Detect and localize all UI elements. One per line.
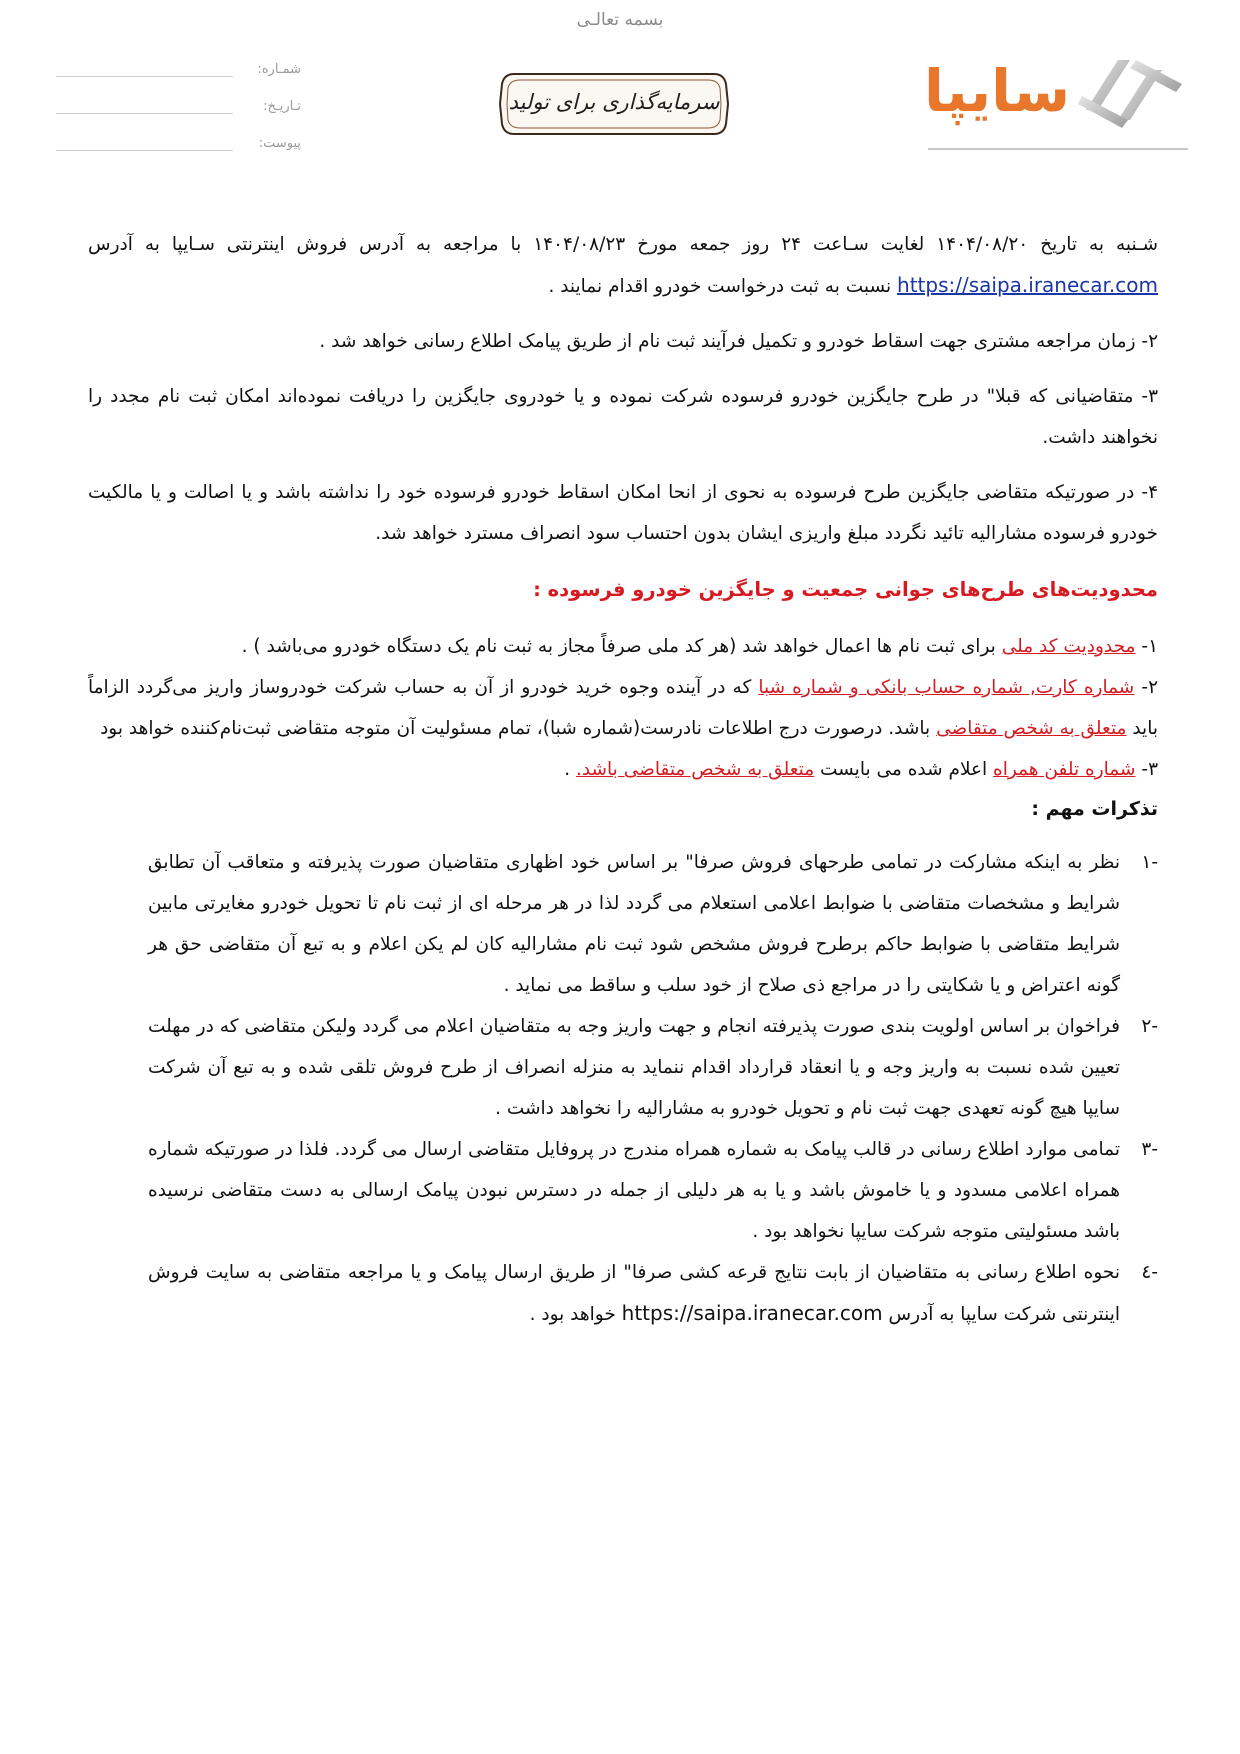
restriction-3-end: .: [564, 759, 576, 780]
meta-date-row: [56, 77, 301, 114]
logo-divider: [928, 148, 1188, 150]
restriction-2-highlight-1: شماره کارت, شماره حساب بانکی و شماره شبا: [758, 677, 1135, 698]
restriction-2-number: ۲-: [1141, 677, 1158, 698]
note-1-text: نظر به اینکه مشارکت در تمامی طرحهای فروش صرفا" بر اساس خود اظهاری متقاضیان صورت پذیرفته و متعاقب آن تطابق شرایط و مشخصات متقاضی با ضوابط اعلامی استعلام می گردد لذا در هر مرحله ای از ثبت نام تا تحویل خودرو مغایرتی مابین شرایط متقاضی با ضوابط حاکم برطرح فروش مشخص شود ثبت نام مشارالیه کان لم یکن اعلام و به تبع آن متقاضی حق هر گونه اعتراض و یا شکایتی را در مراجع ذی صلاح از خود سلب و ساقط می نماید .: [148, 852, 1120, 996]
meta-date-label: تـاریـخ:: [263, 99, 301, 114]
intro-paragraph: [88, 224, 1158, 307]
meta-number-line: [56, 66, 233, 77]
slogan-text: سرمایه‌گذاری برای تولید: [508, 90, 720, 114]
note-4-url: https://saipa.iranecar.com: [621, 1301, 883, 1325]
restriction-1-highlight: محدودیت کد ملی: [1001, 636, 1136, 657]
restriction-2-text-2: باشد. درصورت درج اطلاعات نادرست(شماره شبا)، تمام مسئولیت آن متوجه متقاضی ثبت‌نام‌کننده خواهد بود: [100, 718, 937, 739]
restriction-2: [88, 667, 1158, 749]
restriction-3-number: ۳-: [1141, 759, 1158, 780]
meta-attachment-row: [56, 114, 301, 151]
saipa-sales-link[interactable]: https://saipa.iranecar.com: [897, 273, 1158, 297]
restriction-3-text: اعلام شده می بایست: [814, 759, 994, 780]
restriction-3-highlight-2: متعلق به شخص متقاضی باشد.: [575, 759, 815, 780]
saipa-emblem-icon: [1078, 50, 1188, 138]
restriction-2-text-1: که در آینده وجوه خرید خودرو از آن به حساب شرکت خودروساز واریز می‌گردد الزاماً باید: [88, 677, 1158, 739]
note-4-text: [148, 1252, 1120, 1335]
note-2: [88, 1006, 1158, 1129]
meta-number-label: شمـاره:: [257, 62, 301, 77]
letter-meta: [56, 40, 301, 151]
note-4: [88, 1252, 1158, 1335]
meta-number-row: [56, 40, 301, 77]
note-3-text: تمامی موارد اطلاع رسانی در قالب پیامک به شماره همراه مندرج در پروفایل متقاضی ارسال می گردد. فلذا در صورتیکه شماره همراه اعلامی مسدود و یا خاموش باشد و یا به هر دلیلی از جمله در دسترس نبودن پیامک ارسالی به دست متقاضی نرسیده باشد مسئولیتی متوجه شرکت سایپا نخواهد بود .: [148, 1139, 1120, 1242]
slogan-banner: [498, 70, 730, 138]
note-2-number: -۲: [1141, 1016, 1158, 1037]
restriction-3-highlight-1: شماره تلفن همراه: [993, 759, 1136, 780]
document-body: [88, 224, 1158, 1335]
note-3-number: -۳: [1141, 1139, 1158, 1160]
restriction-3: [88, 749, 1158, 790]
meta-attachment-line: [56, 140, 233, 151]
item-2: ۲- زمان مراجعه مشتری جهت اسقاط خودرو و تکمیل فرآیند ثبت نام از طریق پیامک اطلاع رسانی خواهد شد .: [319, 331, 1158, 352]
note-1-number: -۱: [1141, 852, 1158, 873]
note-4-text-1: نحوه اطلاع رسانی به متقاضیان از بابت نتایج قرعه کشی صرفا" از طریق ارسال پیامک و یا مراجعه متقاضی به سایت فروش اینترنتی شرکت سایپا به آدرس: [148, 1262, 1120, 1325]
note-4-number: -٤: [1141, 1262, 1158, 1283]
intro-line-1: شـنبه به تاریخ ۱۴۰۴/۰۸/۲۰ لغایت سـاعت ۲۴ روز جمعه مورخ ۱۴۰۴/۰۸/۲۳ با مراجعه به آدرس فروش اینترنتی سـایپا به آدرس: [88, 234, 1158, 255]
meta-date-line: [56, 103, 233, 114]
note-3: [88, 1129, 1158, 1252]
basmala-heading: بسمه تعالـی: [576, 10, 664, 30]
note-2-text: فراخوان بر اساس اولویت بندی صورت پذیرفته انجام و جهت واریز وجه به متقاضیان اعلام می گردد ولیکن متقاضی که در مهلت تعیین شده نسبت به واریز وجه و یا انعقاد قرارداد اقدام ننماید به منزله انصراف از طرح فروش تلقی شده و به تبع آن شرکت سایپا هیچ گونه تعهدی جهت ثبت نام و تحویل خودرو به مشارالیه را نخواهد داشت .: [148, 1016, 1120, 1119]
item-3: ۳- متقاضیانی که قبلا" در طرح جایگزین خودرو فرسوده شرکت نموده و یا خودروی جایگزین را دریافت نموده‌اند امکان ثبت نام مجدد را نخواهند داشت.: [88, 386, 1158, 448]
note-4-text-2: خواهد بود .: [529, 1304, 622, 1325]
notes-heading: تذکرات مهم :: [1031, 798, 1158, 820]
meta-attachment-label: پیوست:: [258, 136, 301, 151]
brand-wordmark: سایپا: [923, 57, 1070, 125]
item-4: ۴- در صورتیکه متقاضی جایگزین طرح فرسوده به نحوی از انحا امکان اسقاط خودرو فرسوده خود را نداشته باشد و یا اصالت و یا مالکیت خودرو فرسوده مشارالیه تائید نگردد مبلغ واریزی ایشان بدون احتساب سود انصراف مسترد خواهد شد.: [88, 482, 1158, 544]
restriction-1-text: برای ثبت نام ها اعمال خواهد شد (هر کد ملی صرفاً مجاز به ثبت نام یک دستگاه خودرو می‌باشد ) .: [241, 636, 1002, 657]
restriction-1-number: ۱-: [1141, 636, 1158, 657]
restriction-2-highlight-2: متعلق به شخص متقاضی: [936, 718, 1127, 739]
restriction-1: [88, 626, 1158, 667]
saipa-logo: [910, 44, 1188, 152]
note-1: [88, 842, 1158, 1006]
restrictions-heading: محدودیت‌های طرح‌های جوانی جمعیت و جایگزین خودرو فرسوده :: [533, 578, 1158, 601]
intro-line-2: نسبت به ثبت درخواست خودرو اقدام نمایند .: [548, 276, 892, 297]
